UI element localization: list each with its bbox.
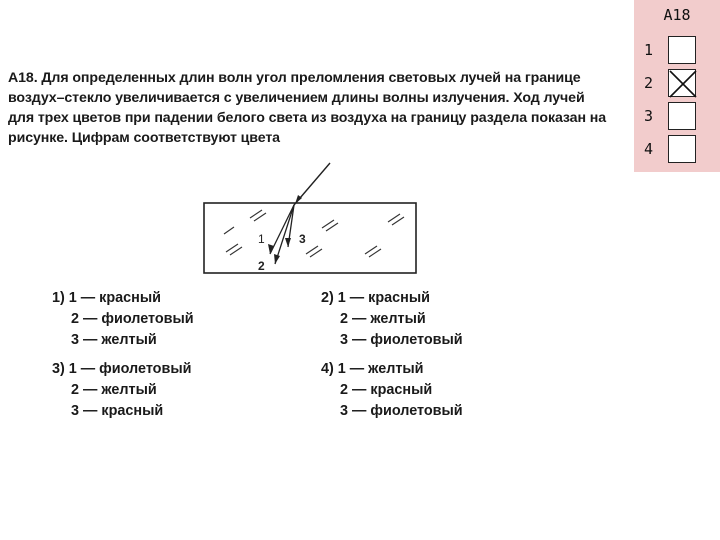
answer-checkbox-2[interactable] [668, 69, 696, 97]
answer-choice-4[interactable] [634, 135, 720, 165]
option-line: 3 — красный [71, 403, 164, 419]
option-4 [321, 359, 463, 422]
answer-panel-title: А18 [663, 6, 691, 24]
option-line: 1 — красный [337, 290, 431, 306]
question-body: Для определенных длин волн угол преломления световых лучей на границе воздух–стекло увеличивается с увеличением длины волны излучения. Ход лучей для трех цветов при падении белого света из воздуха на границу раздела показан на рисунке. Цифрам соответствуют цвета [8, 70, 607, 146]
option-line: 2 — желтый [340, 311, 426, 327]
option-3 [52, 359, 191, 422]
refraction-diagram [160, 160, 430, 285]
option-line: 2 — красный [340, 382, 433, 398]
choice-label: 2 [644, 74, 654, 92]
option-line: 3 — фиолетовый [340, 332, 463, 348]
answer-checkbox-4[interactable] [668, 135, 696, 163]
option-1 [52, 288, 194, 351]
choice-label: 3 [644, 107, 654, 125]
ray-label-3: 3 [299, 232, 306, 246]
ray-label-2: 2 [258, 259, 265, 273]
option-line: 1 — желтый [337, 361, 424, 377]
answer-choice-1[interactable] [634, 36, 720, 66]
question-text [8, 68, 608, 148]
choice-label: 1 [644, 41, 654, 59]
option-line: 3 — фиолетовый [340, 403, 463, 419]
question-number: А18. [8, 70, 38, 86]
option-line: 2 — фиолетовый [71, 311, 194, 327]
answer-choice-2[interactable] [634, 69, 720, 99]
option-line: 1 — фиолетовый [68, 361, 192, 377]
option-line: 3 — желтый [71, 332, 157, 348]
option-number: 3) [52, 361, 65, 377]
answer-panel [634, 0, 720, 172]
option-number: 1) [52, 290, 65, 306]
answer-checkbox-1[interactable] [668, 36, 696, 64]
answer-choice-3[interactable] [634, 102, 720, 132]
option-line: 2 — желтый [71, 382, 157, 398]
glass-block [204, 203, 416, 273]
checked-x-icon [669, 70, 697, 98]
option-2 [321, 288, 463, 351]
answer-checkbox-3[interactable] [668, 102, 696, 130]
ray-label-1: 1 [258, 232, 265, 246]
choice-label: 4 [644, 140, 654, 158]
refraction-figure [160, 160, 430, 290]
ray-2 [275, 205, 294, 264]
glass-hatching [224, 210, 404, 257]
option-line: 1 — красный [68, 290, 162, 306]
option-number: 4) [321, 361, 334, 377]
option-number: 2) [321, 290, 334, 306]
